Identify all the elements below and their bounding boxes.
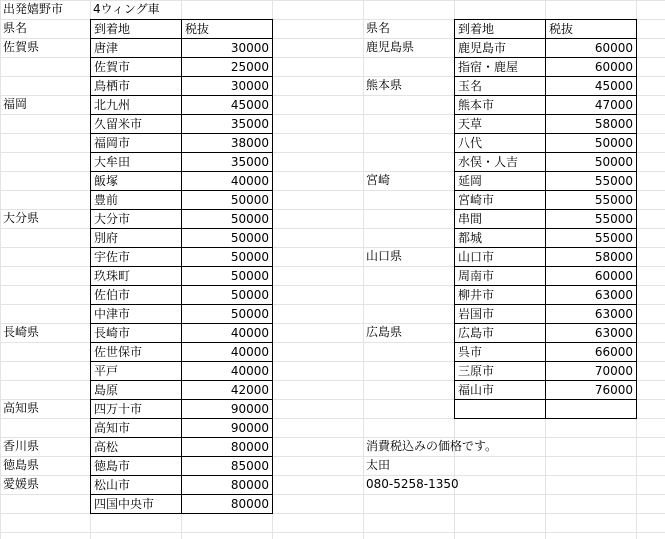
left-prefecture-cell[interactable]: 大分県 (3, 211, 40, 225)
right-price-cell[interactable]: 45000 (545, 76, 637, 96)
right-destination-cell[interactable] (454, 399, 546, 419)
left-destination-cell[interactable]: 久留米市 (90, 114, 182, 134)
right-destination-cell[interactable]: 柳井市 (454, 285, 546, 305)
right-price-cell[interactable]: 55000 (545, 228, 637, 248)
right-destination-cell[interactable]: 鹿児島市 (454, 38, 546, 58)
right-price-cell[interactable]: 63000 (545, 304, 637, 324)
right-destination-cell[interactable]: 周南市 (454, 266, 546, 286)
right-prefecture-cell[interactable]: 山口県 (366, 249, 403, 263)
left-destination-cell[interactable]: 福岡市 (90, 133, 182, 153)
right-prefecture-cell[interactable]: 広島県 (366, 325, 403, 339)
right-price-cell[interactable]: 50000 (545, 133, 637, 153)
left-price-cell[interactable]: 50000 (181, 247, 273, 267)
left-destination-cell[interactable]: 佐世保市 (90, 342, 182, 362)
left-destination-cell[interactable]: 松山市 (90, 475, 182, 495)
right-destination-cell[interactable]: 八代 (454, 133, 546, 153)
right-price-cell[interactable]: 58000 (545, 114, 637, 134)
left-destination-cell[interactable]: 中津市 (90, 304, 182, 324)
left-price-cell[interactable]: 25000 (181, 57, 273, 77)
right-price-cell[interactable]: 70000 (545, 361, 637, 381)
left-price-cell[interactable]: 50000 (181, 190, 273, 210)
contact-name-cell[interactable]: 太田 (366, 458, 391, 472)
left-destination-cell[interactable]: 鳥栖市 (90, 76, 182, 96)
origin-label-cell[interactable]: 出発嬉野市 (3, 2, 64, 16)
right-destination-cell[interactable]: 都城 (454, 228, 546, 248)
left-prefecture-cell[interactable]: 徳島県 (3, 458, 40, 472)
right-destination-cell[interactable]: 広島市 (454, 323, 546, 343)
left-price-cell[interactable]: 50000 (181, 285, 273, 305)
right-header-price[interactable]: 税抜 (545, 19, 637, 39)
right-destination-cell[interactable]: 三原市 (454, 361, 546, 381)
left-header-destination[interactable]: 到着地 (90, 19, 182, 39)
left-destination-cell[interactable]: 唐津 (90, 38, 182, 58)
right-header-prefecture[interactable]: 県名 (366, 21, 391, 35)
right-price-cell[interactable]: 60000 (545, 38, 637, 58)
right-destination-cell[interactable]: 水俣・人吉 (454, 152, 546, 172)
left-destination-cell[interactable]: 宇佐市 (90, 247, 182, 267)
right-price-cell[interactable]: 55000 (545, 171, 637, 191)
left-destination-cell[interactable]: 佐賀市 (90, 57, 182, 77)
left-price-cell[interactable]: 50000 (181, 228, 273, 248)
tax-note-cell[interactable]: 消費税込みの価格です。 (366, 439, 498, 453)
left-prefecture-cell[interactable]: 長崎県 (3, 325, 40, 339)
right-price-cell[interactable]: 60000 (545, 57, 637, 77)
left-prefecture-cell[interactable]: 香川県 (3, 439, 40, 453)
left-price-cell[interactable]: 90000 (181, 399, 273, 419)
right-destination-cell[interactable]: 山口市 (454, 247, 546, 267)
left-price-cell[interactable]: 45000 (181, 95, 273, 115)
right-price-cell[interactable]: 76000 (545, 380, 637, 400)
right-price-cell[interactable]: 63000 (545, 323, 637, 343)
right-prefecture-cell[interactable]: 熊本県 (366, 78, 403, 92)
left-price-cell[interactable]: 38000 (181, 133, 273, 153)
right-header-destination[interactable]: 到着地 (454, 19, 546, 39)
right-prefecture-cell[interactable]: 宮崎 (366, 173, 391, 187)
left-price-cell[interactable]: 80000 (181, 494, 273, 514)
left-price-cell[interactable]: 80000 (181, 475, 273, 495)
left-destination-cell[interactable]: 大牟田 (90, 152, 182, 172)
left-destination-cell[interactable]: 徳島市 (90, 456, 182, 476)
left-price-cell[interactable]: 42000 (181, 380, 273, 400)
right-price-cell[interactable]: 47000 (545, 95, 637, 115)
left-price-cell[interactable]: 80000 (181, 437, 273, 457)
left-header-price[interactable]: 税抜 (181, 19, 273, 39)
right-destination-cell[interactable]: 呉市 (454, 342, 546, 362)
left-destination-cell[interactable]: 高松 (90, 437, 182, 457)
right-destination-cell[interactable]: 指宿・鹿屋 (454, 57, 546, 77)
right-destination-cell[interactable]: 延岡 (454, 171, 546, 191)
left-price-cell[interactable]: 30000 (181, 38, 273, 58)
left-price-cell[interactable]: 35000 (181, 114, 273, 134)
left-destination-cell[interactable]: 別府 (90, 228, 182, 248)
vehicle-type-cell[interactable]: 4ウィング車 (93, 2, 160, 16)
right-price-cell[interactable]: 58000 (545, 247, 637, 267)
left-prefecture-cell[interactable]: 福岡 (3, 97, 28, 111)
right-destination-cell[interactable]: 岩国市 (454, 304, 546, 324)
right-destination-cell[interactable]: 串間 (454, 209, 546, 229)
right-destination-cell[interactable]: 熊本市 (454, 95, 546, 115)
left-destination-cell[interactable]: 大分市 (90, 209, 182, 229)
left-destination-cell[interactable]: 平戸 (90, 361, 182, 381)
right-destination-cell[interactable]: 宮崎市 (454, 190, 546, 210)
left-price-cell[interactable]: 40000 (181, 323, 273, 343)
left-price-cell[interactable]: 50000 (181, 304, 273, 324)
left-prefecture-cell[interactable]: 高知県 (3, 401, 40, 415)
right-price-cell[interactable]: 66000 (545, 342, 637, 362)
right-price-cell[interactable]: 55000 (545, 190, 637, 210)
left-price-cell[interactable]: 40000 (181, 171, 273, 191)
left-destination-cell[interactable]: 四国中央市 (90, 494, 182, 514)
right-destination-cell[interactable]: 福山市 (454, 380, 546, 400)
right-price-cell[interactable]: 50000 (545, 152, 637, 172)
left-destination-cell[interactable]: 高知市 (90, 418, 182, 438)
left-destination-cell[interactable]: 豊前 (90, 190, 182, 210)
left-price-cell[interactable]: 40000 (181, 361, 273, 381)
right-destination-cell[interactable]: 天草 (454, 114, 546, 134)
right-prefecture-cell[interactable]: 鹿児島県 (366, 40, 415, 54)
left-price-cell[interactable]: 50000 (181, 266, 273, 286)
left-destination-cell[interactable]: 北九州 (90, 95, 182, 115)
left-price-cell[interactable]: 35000 (181, 152, 273, 172)
right-price-cell[interactable] (545, 399, 637, 419)
right-price-cell[interactable]: 55000 (545, 209, 637, 229)
left-price-cell[interactable]: 90000 (181, 418, 273, 438)
left-destination-cell[interactable]: 四万十市 (90, 399, 182, 419)
left-price-cell[interactable]: 50000 (181, 209, 273, 229)
left-price-cell[interactable]: 85000 (181, 456, 273, 476)
left-price-cell[interactable]: 30000 (181, 76, 273, 96)
right-price-cell[interactable]: 63000 (545, 285, 637, 305)
right-price-cell[interactable]: 60000 (545, 266, 637, 286)
left-destination-cell[interactable]: 玖珠町 (90, 266, 182, 286)
left-destination-cell[interactable]: 長崎市 (90, 323, 182, 343)
right-destination-cell[interactable]: 玉名 (454, 76, 546, 96)
left-destination-cell[interactable]: 飯塚 (90, 171, 182, 191)
left-prefecture-cell[interactable]: 佐賀県 (3, 40, 40, 54)
left-destination-cell[interactable]: 島原 (90, 380, 182, 400)
left-destination-cell[interactable]: 佐伯市 (90, 285, 182, 305)
left-price-cell[interactable]: 40000 (181, 342, 273, 362)
phone-number-cell[interactable]: 080-5258-1350 (366, 477, 459, 491)
left-header-prefecture[interactable]: 県名 (3, 21, 28, 35)
left-prefecture-cell[interactable]: 愛媛県 (3, 477, 40, 491)
